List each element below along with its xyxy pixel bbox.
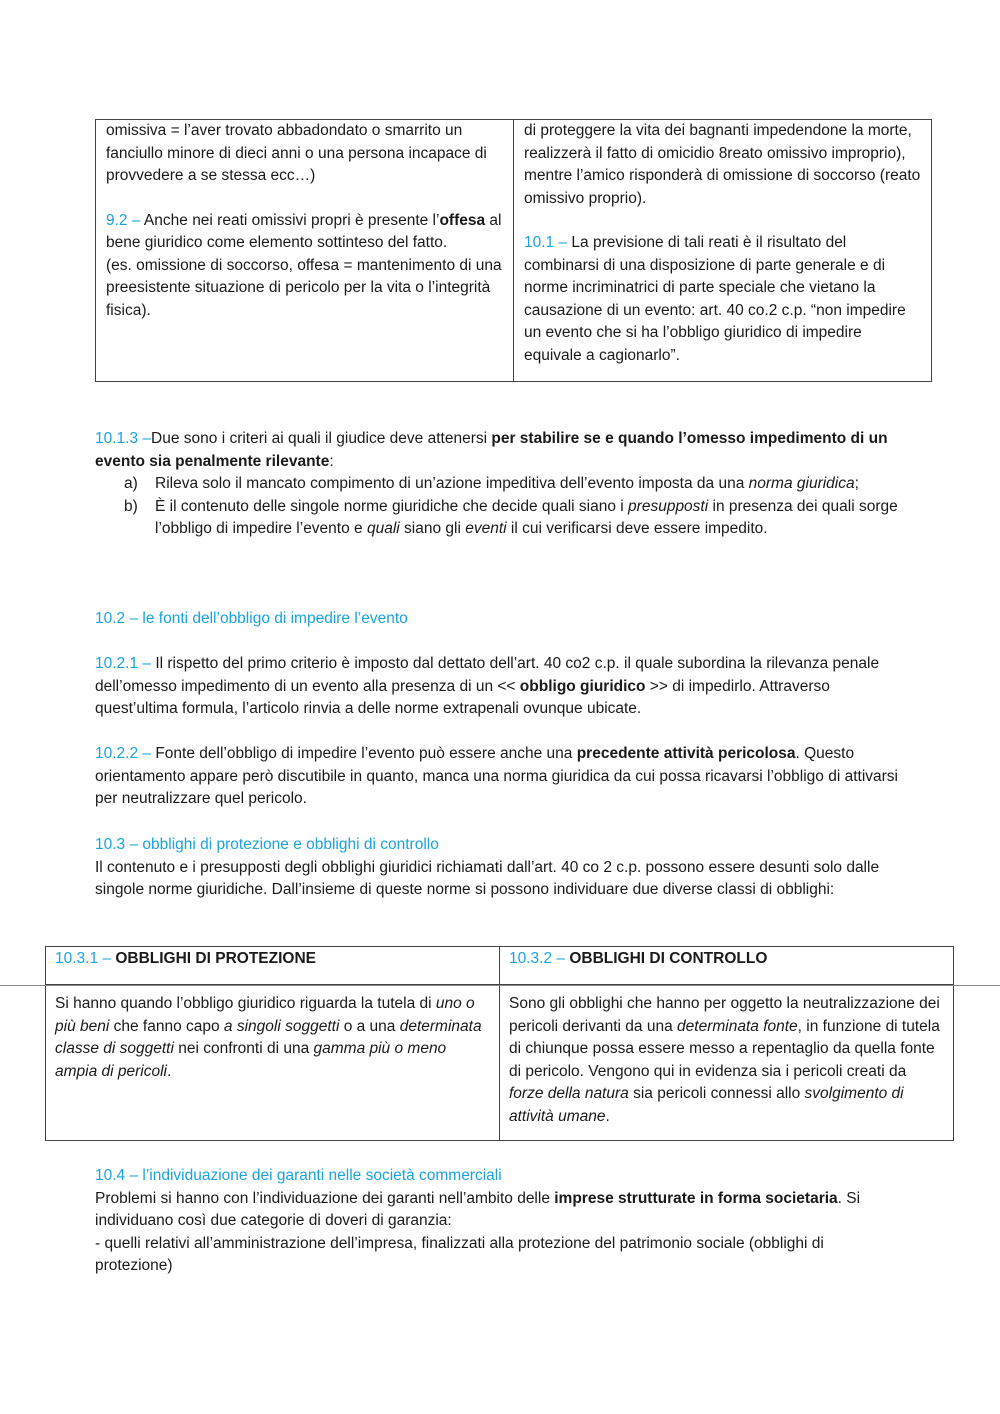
paragraph: 10.2.1 – Il rispetto del primo criterio è imposto dal dettato dell’art. 40 co2 c.p. il quale subordina la rilevanza penale dell’omesso impedimento di un evento alla presenza di un << obbligo giuridico >> di impedirlo. Attraverso quest’ultima formula, l’articolo rinvia a delle norme extrapenali ovunque ubicate. xyxy=(95,655,880,717)
table-cell-right xyxy=(514,120,931,381)
section-number: 10.1.3 – xyxy=(95,430,152,447)
paragraph: 10.2.2 – Fonte dell’obbligo di impedire l’evento può essere anche una precedente attività pericolosa. Questo orientamento appare però discutibile in quanto, manca una norma giuridica da cui possa ricavarsi l’obbligo di attivarsi per neutralizzare quel pericolo. xyxy=(95,745,899,807)
section-10-1-3 xyxy=(95,428,905,541)
table-header-controllo: 10.3.2 – OBBLIGHI DI CONTROLLO xyxy=(509,950,768,967)
section-number: 10.1 – xyxy=(524,234,568,251)
paragraph: di proteggere la vita dei bagnanti impedendone la morte, realizzerà il fatto di omicidio 8reato omissivo improprio), mentre l’amico risponderà di omissione di soccorso (reato omissivo proprio). xyxy=(524,122,921,207)
table-header-row xyxy=(46,947,953,985)
section-heading: 10.3 – obblighi di protezione e obblighi di controllo xyxy=(95,836,439,853)
section-10-4 xyxy=(95,1165,905,1278)
section-heading: 10.2 – le fonti dell’obbligo di impedire l’evento xyxy=(95,610,408,627)
paragraph: omissiva = l’aver trovato abbadondato o smarrito un fanciullo minore di dieci anni o una persona incapace di provvedere a se stessa ecc…) xyxy=(106,122,487,184)
section-number: 10.2.2 – xyxy=(95,745,152,762)
paragraph: Problemi si hanno con l’individuazione dei garanti nell’ambito delle imprese strutturate in forma societaria. Si individuano così due categorie di doveri di garanzia: xyxy=(95,1189,861,1229)
criteria-list xyxy=(95,473,905,541)
obligations-table xyxy=(45,946,954,1141)
section-number: 9.2 – xyxy=(106,211,141,229)
table-header-protezione: 10.3.1 – OBBLIGHI DI PROTEZIONE xyxy=(46,947,500,984)
paragraph: 10.1 – La previsione di tali reati è il risultato del combinarsi di una disposizione di parte generale e di norme incriminatrici di parte speciale che vietano la causazione di un evento: art. 40 co.2 c.p. “non impedire un evento che si ha l’obbligo giuridico di impedire equivale a cagionarlo”. xyxy=(524,234,906,364)
section-10-3 xyxy=(95,834,905,902)
paragraph: 9.2 – Anche nei reati omissivi propri è presente l’offesa al bene giuridico come elemento sottinteso del fatto. xyxy=(106,211,502,251)
list-item: b) È il contenuto delle singole norme giuridiche che decide quali siano i presupposti in presenza dei quali sorge l’obbligo di impedire l’evento e quali siano gli eventi il cui verificarsi deve essere impedito. xyxy=(124,497,898,537)
section-10-2-2 xyxy=(95,743,905,811)
section-10-2-1 xyxy=(95,653,905,721)
table-body-row xyxy=(46,985,953,1140)
section-heading: 10.4 – l’individuazione dei garanti nelle società commerciali xyxy=(95,1167,502,1184)
continued-table xyxy=(95,119,932,382)
table-cell-controllo: Sono gli obblighi che hanno per oggetto la neutralizzazione dei pericoli derivanti da una determinata fonte, in funzione di tutela di chiunque possa essere messo a repentaglio da quella fonte di pericolo. Vengono qui in evidenza sia i pericoli creati da forze della natura sia pericoli connessi allo svolgimento di attività umane. xyxy=(509,995,940,1125)
paragraph: Il contenuto e i presupposti degli obblighi giuridici richiamati dall’art. 40 co 2 c.p. possono essere desunti solo dalle singole norme giuridiche. Dall’insieme di queste norme si possono individuare due diverse classi di obblighi: xyxy=(95,858,880,898)
paragraph: 10.1.3 –Due sono i criteri ai quali il giudice deve attenersi per stabilire se e quando l’omesso impedimento di un evento sia penalmente rilevante: xyxy=(95,430,888,470)
paragraph: - quelli relativi all’amministrazione dell’impresa, finalizzati alla protezione del patrimonio sociale (obblighi di protezione) xyxy=(95,1234,824,1274)
paragraph: (es. omissione di soccorso, offesa = mantenimento di una preesistente situazione di pericolo per la vita o l’integrità fisica). xyxy=(106,256,502,319)
section-number: 10.2.1 – xyxy=(95,655,152,672)
horizontal-rule xyxy=(0,985,1000,986)
section-10-2 xyxy=(95,608,905,631)
table-cell-left xyxy=(96,120,514,381)
table-cell-protezione: Si hanno quando l’obbligo giuridico riguarda la tutela di uno o più beni che fanno capo a singoli soggetti o a una determinata classe di soggetti nei confronti di una gamma più o meno ampia di pericoli. xyxy=(46,985,500,1140)
list-item: a) Rileva solo il mancato compimento di un’azione impeditiva dell’evento imposta da una norma giuridica; xyxy=(124,475,859,492)
